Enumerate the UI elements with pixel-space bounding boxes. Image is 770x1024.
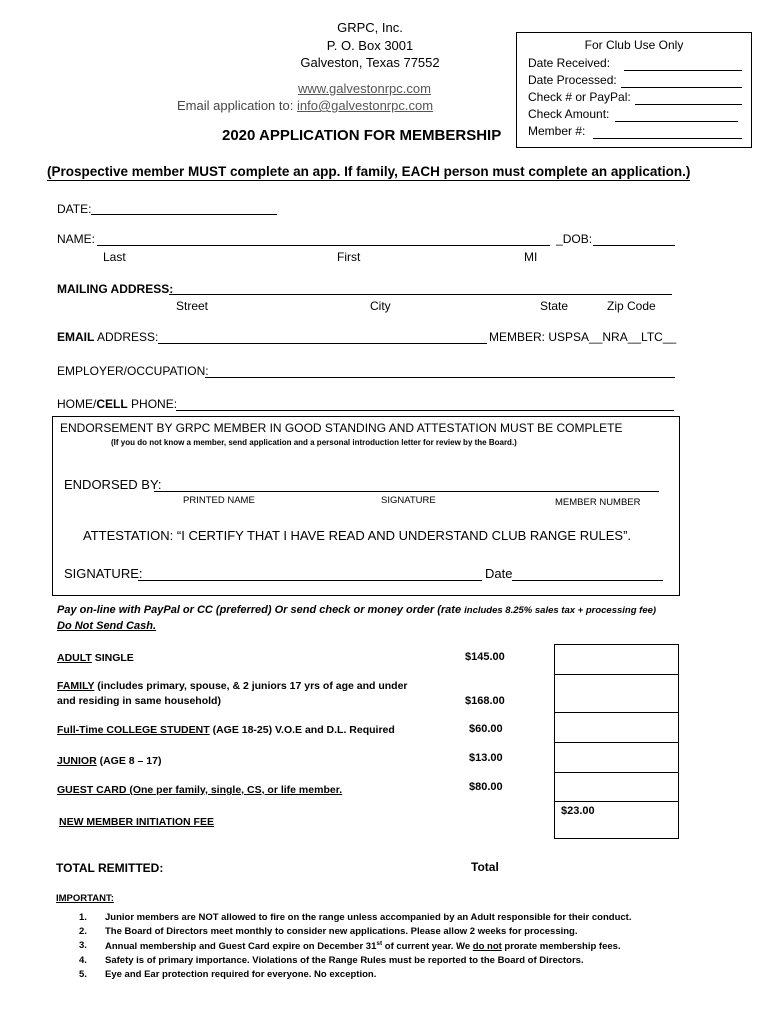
- important-item: Annual membership and Guest Card expire on December 31st of current year. We do not prorate membership fees.: [105, 940, 621, 953]
- member-number-caption: MEMBER NUMBER: [555, 497, 641, 508]
- mailing-address-input[interactable]: [169, 294, 672, 295]
- important-num: 3.: [79, 940, 87, 951]
- total-label: Total: [471, 860, 499, 874]
- endorsed-by-label: ENDORSED BY:: [64, 477, 162, 492]
- initiation-fee-amount: $23.00: [561, 805, 595, 817]
- org-name: GRPC, Inc.: [337, 20, 403, 35]
- important-item: The Board of Directors meet monthly to consider new applications. Please allow 2 weeks for processing.: [105, 926, 578, 937]
- important-num: 5.: [79, 969, 87, 980]
- important-item: Junior members are NOT allowed to fire on the range unless accompanied by an Adult responsible for their conduct.: [105, 912, 632, 923]
- email-application-label: Email application to:: [177, 98, 294, 113]
- email-address-input[interactable]: [158, 343, 487, 344]
- attestation-date-input[interactable]: [512, 580, 663, 581]
- fee-guest-label: GUEST CARD (One per family, single, CS, or life member.: [57, 784, 343, 796]
- do-not-send-cash: Do Not Send Cash.: [57, 620, 157, 632]
- check-paypal-label: Check # or PayPal:: [528, 90, 631, 104]
- fee-adult-amount: $145.00: [465, 651, 505, 663]
- date-processed-line[interactable]: [621, 87, 742, 88]
- payment-instructions: Pay on-line with PayPal or CC (preferred) Or send check or money order (rate includes 8.25% sales tax + processing fee): [57, 604, 657, 616]
- name-last-caption: Last: [103, 250, 126, 264]
- street-caption: Street: [176, 299, 209, 313]
- date-input[interactable]: [91, 214, 277, 215]
- po-box: P. O. Box 3001: [326, 38, 414, 53]
- check-amount-label: Check Amount:: [528, 107, 610, 121]
- fee-family-label: FAMILY (includes primary, spouse, & 2 juniors 17 yrs of age and under: [57, 680, 408, 692]
- employer-input[interactable]: [205, 377, 675, 378]
- phone-label: HOME/CELL PHONE:: [57, 397, 178, 411]
- email-address-label: EMAIL ADDRESS:: [57, 330, 159, 344]
- important-item: Safety is of primary importance. Violations of the Range Rules must be reported to the Board of Directors.: [105, 955, 584, 966]
- fee-college-box[interactable]: [554, 713, 679, 743]
- phone-input[interactable]: [176, 410, 674, 411]
- endorsed-by-input[interactable]: [154, 491, 659, 492]
- fee-selection-column: [554, 644, 679, 844]
- date-received-line[interactable]: [624, 70, 742, 71]
- fee-guest-amount: $80.00: [469, 781, 503, 793]
- printed-name-caption: PRINTED NAME: [183, 495, 255, 506]
- important-num: 4.: [79, 955, 87, 966]
- fee-family-label-line2: and residing in same household): [57, 695, 221, 707]
- club-use-title: For Club Use Only: [584, 38, 684, 52]
- fee-adult-box[interactable]: [554, 644, 679, 675]
- city-caption: City: [370, 299, 391, 313]
- attestation-date-label: Date: [485, 566, 513, 581]
- initiation-fee-label: NEW MEMBER INITIATION FEE: [59, 816, 214, 828]
- attestation-text: ATTESTATION: “I CERTIFY THAT I HAVE READ AND UNDERSTAND CLUB RANGE RULES”.: [83, 528, 632, 543]
- name-mi-caption: MI: [524, 250, 538, 264]
- dob-input[interactable]: [593, 245, 675, 246]
- fee-college-label: Full-Time COLLEGE STUDENT (AGE 18-25) V.O.E and D.L. Required: [57, 724, 395, 736]
- fee-guest-box[interactable]: [554, 773, 679, 802]
- date-label: DATE:: [57, 202, 92, 216]
- zip-caption: Zip Code: [607, 299, 656, 313]
- fee-family-box[interactable]: [554, 674, 679, 713]
- name-first-caption: First: [337, 250, 361, 264]
- fee-junior-label: JUNIOR (AGE 8 – 17): [57, 755, 162, 767]
- employer-label: EMPLOYER/OCCUPATION:: [57, 364, 209, 378]
- name-input[interactable]: [97, 245, 550, 246]
- name-label: NAME:: [57, 232, 96, 246]
- fee-family-amount: $168.00: [465, 695, 505, 707]
- form-title: 2020 APPLICATION FOR MEMBERSHIP: [222, 127, 502, 144]
- important-num: 1.: [79, 912, 87, 923]
- total-remitted-label: TOTAL REMITTED:: [56, 861, 164, 875]
- signature-caption: SIGNATURE: [381, 495, 436, 506]
- dob-label: _DOB:: [556, 232, 593, 246]
- check-amount-line[interactable]: [615, 121, 738, 122]
- fee-junior-box[interactable]: [554, 743, 679, 773]
- signature-label: SIGNATURE:: [64, 566, 143, 581]
- fee-adult-label: ADULT SINGLE: [57, 652, 134, 664]
- important-num: 2.: [79, 926, 87, 937]
- club-use-box: [516, 32, 752, 148]
- email-link[interactable]: info@galvestonrpc.com: [297, 98, 434, 113]
- signature-input[interactable]: [138, 580, 482, 581]
- endorsement-note: (If you do not know a member, send application and a personal introduction letter for review by the Board.): [111, 438, 517, 447]
- fee-junior-amount: $13.00: [469, 752, 503, 764]
- member-affiliations[interactable]: MEMBER: USPSA__NRA__LTC__: [489, 330, 677, 344]
- website-link[interactable]: www.galvestonrpc.com: [298, 81, 431, 96]
- initiation-fee-box: [554, 802, 679, 839]
- city-state-zip: Galveston, Texas 77552: [300, 55, 440, 70]
- instruction-text: (Prospective member MUST complete an app. If family, EACH person must complete an application.): [47, 164, 691, 179]
- state-caption: State: [540, 299, 569, 313]
- important-heading: IMPORTANT:: [56, 893, 114, 904]
- fee-college-amount: $60.00: [469, 723, 503, 735]
- member-number-line[interactable]: [593, 138, 742, 139]
- endorsement-box: [52, 416, 680, 596]
- member-number-label: Member #:: [528, 124, 586, 138]
- date-received-label: Date Received:: [528, 56, 611, 70]
- endorsement-heading: ENDORSEMENT BY GRPC MEMBER IN GOOD STANDING AND ATTESTATION MUST BE COMPLETE: [60, 421, 623, 435]
- check-paypal-line[interactable]: [635, 104, 742, 105]
- date-processed-label: Date Processed:: [528, 73, 617, 87]
- mailing-address-label: MAILING ADDRESS:: [57, 282, 174, 296]
- important-item: Eye and Ear protection required for everyone. No exception.: [105, 969, 377, 980]
